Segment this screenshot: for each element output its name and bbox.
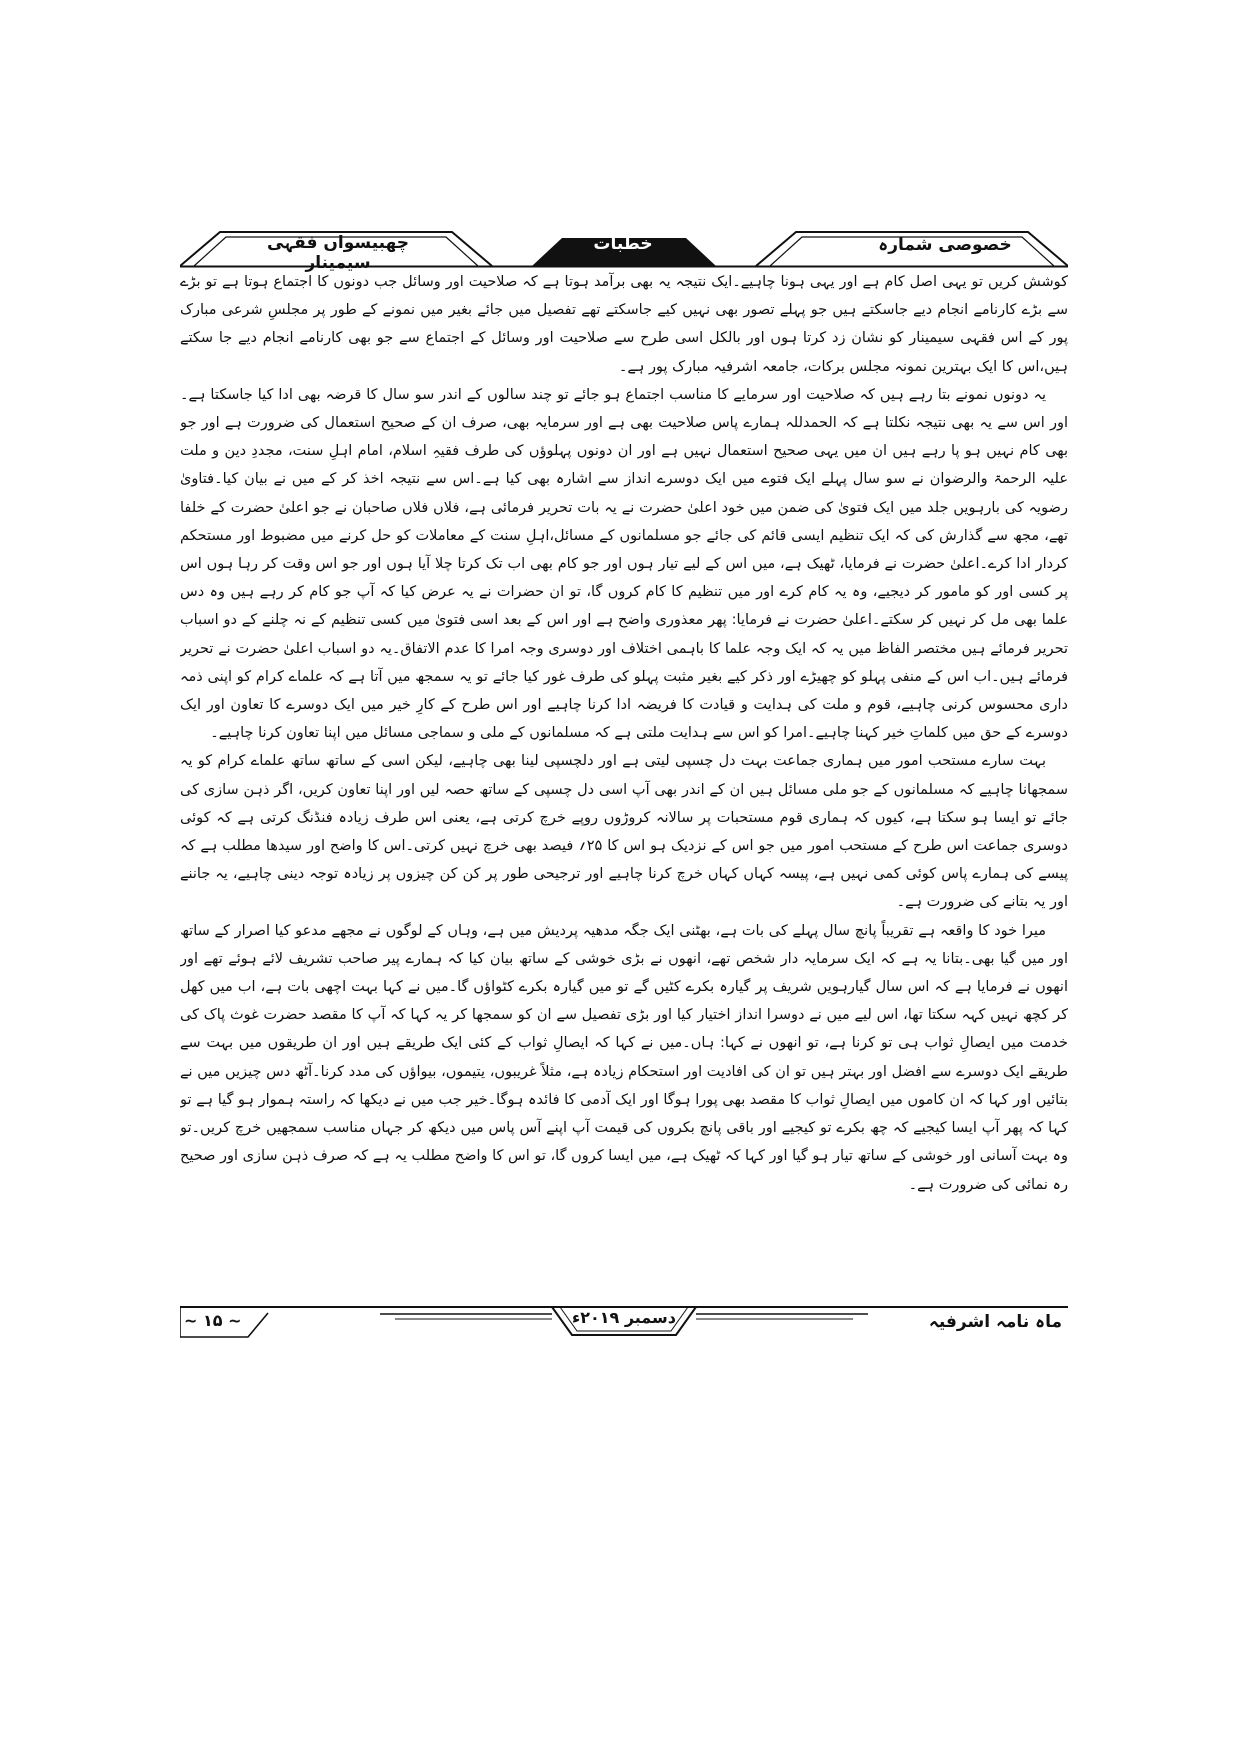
paragraph-4: میرا خود کا واقعہ ہے تقریباً پانچ سال پہلے کی بات ہے، بھٹنی ایک جگہ مدھیہ پردیش میں ہے، وہاں کے لوگوں نے مجھے مدعو کیا اصرار کے ساتھ اور میں گیا بھی۔بتانا یہ ہے کہ ایک سرمایہ دار شخص تھے، انھوں نے بڑی خوشی کے ساتھ بیان کیا کہ ہمارے پیر صاحب تشریف لائے ہوئے تھے اور انھوں نے فرمایا ہے کہ اس سال گیارہویں شریف پر گیارہ بکرے کٹیں گے تو میں گیارہ بکرے کٹواؤں گا۔میں نے کہا بہت اچھی بات ہے، اب میں کھل کر کچھ نہیں کہہ سکتا تھا، اس لیے میں نے دوسرا انداز اختیار کیا اور بڑی تفصیل سے ان کو سمجھا کر یہ کہا کہ آپ کا مقصد حضرت غوث پاک کی خدمت میں ایصالِ ثواب ہی تو کرنا ہے، تو انھوں نے کہا: ہاں۔میں نے کہا کہ ایصالِ ثواب کے کئی ایک طریقے ہیں اور ان طریقوں میں بہت سے طریقے ایک دوسرے سے افضل اور بہتر ہیں تو ان کی افادیت اور استحکام زیادہ ہے، مثلاً غریبوں، یتیموں، بیواؤں کی مدد کرنا۔آٹھ دس چیزیں میں نے بتائیں اور کہا کہ ان کاموں میں ایصالِ ثواب کا مقصد بھی پورا ہوگا اور ایک آدمی کا فائدہ ہوگا۔خیر جب میں نے دیکھا کہ راستہ ہموار ہو گیا ہے تو کہا کہ پھر آپ ایسا کیجیے کہ چھ بکرے تو کیجیے اور باقی پانچ بکروں کی قیمت آپ اپنے آس پاس میں دیکھ کر جہاں مناسب سمجھیں خرچ کریں۔تو وہ بہت آسانی اور خوشی کے ساتھ تیار ہو گیا اور کہا کہ ٹھیک ہے، میں ایسا کروں گا، تو اس کا واضح مطلب یہ ہے کہ صرف ذہن سازی اور صحیح رہ نمائی کی ضرورت ہے۔ bbox=[180, 922, 1068, 1193]
footer-magazine-name: ماہ نامہ اشرفیہ bbox=[928, 1312, 1062, 1332]
footer-issue-date: دسمبر ۲۰۱۹ء bbox=[572, 1308, 676, 1327]
article-body bbox=[180, 268, 1068, 1293]
paragraph-3: بہت سارے مستحب امور میں ہماری جماعت بہت دل چسپی لیتی ہے اور دلچسپی لینا بھی چاہیے، لیکن اسی کے ساتھ ساتھ علماے کرام کو یہ سمجھانا چاہیے کہ مسلمانوں کے جو ملی مسائل ہیں ان کے اندر بھی آپ اسی دل چسپی کے ساتھ حصہ لیں اور اپنا تعاون کریں، اگر ذہن سازی کی جائے تو ایسا ہو سکتا ہے، کیوں کہ ہماری قوم مستحبات پر سالانہ کروڑوں روپے خرچ کرتی ہے، یعنی اس طرف زیادہ فنڈنگ کرتی ہے کہ کوئی دوسری جماعت اس طرح کے مستحب امور میں جو اس کے نزدیک ہو اس کا ۲۵؍ فیصد بھی خرچ نہیں کرتی۔اس کا واضح اور سیدھا مطلب ہے کہ پیسے کی ہمارے پاس کوئی کمی نہیں ہے، پیسہ کہاں کہاں خرچ کرنا چاہیے اور ترجیحی طور پر کن کن چیزوں پر زیادہ توجہ دینی چاہیے، یہ جاننے اور یہ بتانے کی ضرورت ہے۔ bbox=[180, 753, 1068, 911]
header-right-label: خصوصی شمارہ bbox=[878, 235, 1012, 255]
header-center-label: خطبات bbox=[593, 234, 653, 254]
paragraph-1: کوشش کریں تو یہی اصل کام ہے اور یہی ہونا چاہیے۔ایک نتیجہ یہ بھی برآمد ہوتا ہے کہ صلاحیت اور وسائل جب دونوں کا اجتماع ہوتا ہے تو بڑے سے بڑے کارنامے انجام دیے جاسکتے ہیں جو پہلے تصور بھی نہیں کیے جاسکتے تھے تفصیل میں جائے بغیر میں نمونے کے طور پر مجلسِ شرعی مبارک پور کے اس فقہی سیمینار کو نشان زد کرتا ہوں اور بالکل اسی طرح سے صلاحیت اور وسائل کے اجتماع سے جو بھی کارنامے انجام دیے جا سکتے ہیں،اس کا ایک بہترین نمونہ مجلس برکات، جامعہ اشرفیہ مبارک پور ہے۔ bbox=[180, 274, 1068, 375]
footer-page-number: ~ ۱۵ ~ bbox=[184, 1311, 242, 1330]
page-header bbox=[180, 228, 1068, 273]
paragraph-2: یہ دونوں نمونے بتا رہے ہیں کہ صلاحیت اور سرمایے کا مناسب اجتماع ہو جائے تو چند سالوں کے اندر سو سال کا قرضہ بھی ادا کیا جاسکتا ہے۔اور اس سے یہ بھی نتیجہ نکلتا ہے کہ الحمدللہ ہمارے پاس صلاحیت بھی ہے اور سرمایہ بھی، صرف ان کے صحیح استعمال کی ضرورت ہے اور جو بھی کام نہیں ہو پا رہے ہیں ان میں یہی صحیح استعمال نہیں ہے اور ان دونوں پہلوؤں کی طرف فقیہِ اسلام، امام اہلِ سنت، مجددِ دین و ملت علیہ الرحمۃ والرضوان نے سو سال پہلے ایک فتوے میں ایک دوسرے انداز سے اشارہ بھی کیا ہے۔اس سے نتیجہ اخذ کر کے میں نے بیان کیا۔فتاویٰ رضویہ کی بارہویں جلد میں ایک فتویٰ کی ضمن میں خود اعلیٰ حضرت نے یہ بات تحریر فرمائی ہے، فلاں فلاں صاحبان نے جو اعلیٰ حضرت کے خلفا تھے، مجھ سے گذارش کی کہ ایک تنظیم ایسی قائم کی جائے جو مسلمانوں کے مسائل،اہلِ سنت کے معاملات کو حل کرنے میں مضبوط اور مستحکم کردار ادا کرے۔اعلیٰ حضرت نے فرمایا، ٹھیک ہے، میں اس کے لیے تیار ہوں اور جو کام بھی اب تک کرتا چلا آیا ہوں اور جو اس وقت کر رہا ہوں اس پر کسی اور کو مامور کر دیجیے، وہ یہ کام کرے اور میں تنظیم کا کام کروں گا، تو ان حضرات نے یہ عرض کیا کہ آپ جو کام کر رہے ہیں وہ دس علما بھی مل کر نہیں کر سکتے۔اعلیٰ حضرت نے فرمایا: پھر معذوری واضح ہے اور اس کے بعد اسی فتویٰ میں کسی تنظیم کے نہ چلنے کے دو اسباب تحریر فرمائے ہیں مختصر الفاظ میں یہ کہ ایک وجہ علما کا باہمی اختلاف اور دوسری وجہ امرا کا عدم الاتفاق۔یہ دو اسباب اعلیٰ حضرت نے تحریر فرمائے ہیں۔اب اس کے منفی پہلو کو چھیڑے اور ذکر کیے بغیر مثبت پہلو کی طرف غور کیا جائے تو یہ سمجھ میں آتا ہے کہ علماے کرام کو اپنی ذمہ داری محسوس کرنی چاہیے، قوم و ملت کی ہدایت و قیادت کا فریضہ ادا کرنا چاہیے اور اس طرح کے کارِ خیر میں ایک دوسرے کا تعاون اور ایک دوسرے کے حق میں کلماتِ خیر کہنا چاہیے۔امرا کو اس سے ہدایت ملتی ہے کہ مسلمانوں کے ملی و سماجی مسائل میں اپنا تعاون کرنا چاہیے۔ bbox=[180, 386, 1068, 742]
page-footer bbox=[180, 1305, 1068, 1341]
header-left-label: چھبیسواں فقہی سیمینار bbox=[266, 233, 410, 273]
